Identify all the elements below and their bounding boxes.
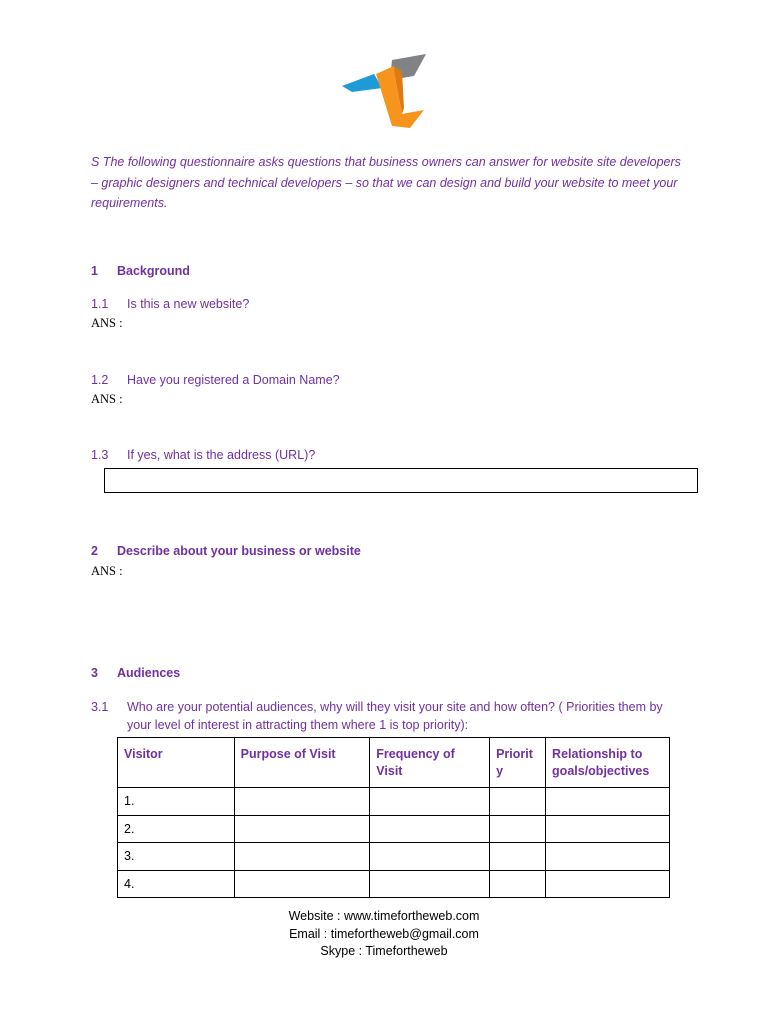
- question-1-2: [91, 373, 340, 387]
- section-title: Audiences: [117, 666, 181, 680]
- table-cell[interactable]: [490, 870, 546, 898]
- footer-skype: Skype : Timefortheweb: [320, 944, 448, 958]
- question-number: 1.3: [91, 448, 109, 462]
- answer-label-2[interactable]: ANS :: [91, 564, 123, 578]
- column-header-purpose: Purpose of Visit: [234, 738, 370, 788]
- table-cell[interactable]: [370, 843, 490, 871]
- section-heading-business: [91, 544, 361, 558]
- table-cell[interactable]: [546, 788, 670, 816]
- row-index: 3.: [118, 843, 235, 871]
- column-header-frequency: Frequency of Visit: [370, 738, 490, 788]
- table-row: [118, 788, 670, 816]
- footer-website: Website : www.timefortheweb.com: [288, 909, 480, 923]
- audiences-table: [117, 737, 670, 898]
- table-cell[interactable]: [490, 788, 546, 816]
- question-text: Who are your potential audiences, why will they visit your site and how often? ( Priorities them by your level of interest in attracting them where 1 is top priority):: [127, 700, 663, 732]
- section-title: Describe about your business or website: [117, 544, 361, 558]
- answer-label-1-1[interactable]: ANS :: [91, 316, 123, 330]
- section-number: 2: [91, 544, 98, 558]
- answer-label-1-2[interactable]: ANS :: [91, 392, 123, 406]
- question-3-1: [91, 698, 691, 734]
- question-text: Is this a new website?: [127, 297, 250, 311]
- question-1-1: [91, 297, 249, 311]
- table-cell[interactable]: [234, 815, 370, 843]
- row-index: 2.: [118, 815, 235, 843]
- table-cell[interactable]: [546, 870, 670, 898]
- table-header-row: [118, 738, 670, 788]
- section-heading-audiences: [91, 666, 180, 680]
- question-text: Have you registered a Domain Name?: [127, 373, 340, 387]
- table-cell[interactable]: [370, 788, 490, 816]
- column-header-relationship: Relationship to goals/objectives: [546, 738, 670, 788]
- question-number: 1.1: [91, 297, 109, 311]
- table-cell[interactable]: [234, 843, 370, 871]
- question-number: 3.1: [91, 700, 109, 714]
- company-logo: [340, 52, 430, 132]
- table-row: [118, 815, 670, 843]
- table-row: [118, 843, 670, 871]
- column-header-priority: Priorit y: [490, 738, 546, 788]
- section-number: 3: [91, 666, 98, 680]
- section-number: 1: [91, 264, 98, 278]
- table-cell[interactable]: [370, 815, 490, 843]
- question-1-3: [91, 448, 315, 462]
- question-text: If yes, what is the address (URL)?: [127, 448, 316, 462]
- table-cell[interactable]: [370, 870, 490, 898]
- row-index: 1.: [118, 788, 235, 816]
- column-header-visitor: Visitor: [118, 738, 235, 788]
- footer-email: Email : timefortheweb@gmail.com: [289, 926, 479, 941]
- page-footer: [0, 908, 768, 961]
- table-cell[interactable]: [234, 870, 370, 898]
- row-index: 4.: [118, 870, 235, 898]
- table-cell[interactable]: [546, 843, 670, 871]
- section-heading-background: [91, 264, 190, 278]
- table-row: [118, 870, 670, 898]
- section-title: Background: [117, 264, 190, 278]
- table-cell[interactable]: [546, 815, 670, 843]
- question-number: 1.2: [91, 373, 109, 387]
- table-cell[interactable]: [490, 843, 546, 871]
- table-cell[interactable]: [234, 788, 370, 816]
- table-cell[interactable]: [490, 815, 546, 843]
- intro-paragraph: S The following questionnaire asks questions that business owners can answer for website site developers – graphic designers and technical developers – so that we can design and build your website to meet your requirements.: [91, 155, 681, 210]
- logo-blue-shape: [342, 74, 382, 92]
- url-input-box[interactable]: [104, 468, 698, 493]
